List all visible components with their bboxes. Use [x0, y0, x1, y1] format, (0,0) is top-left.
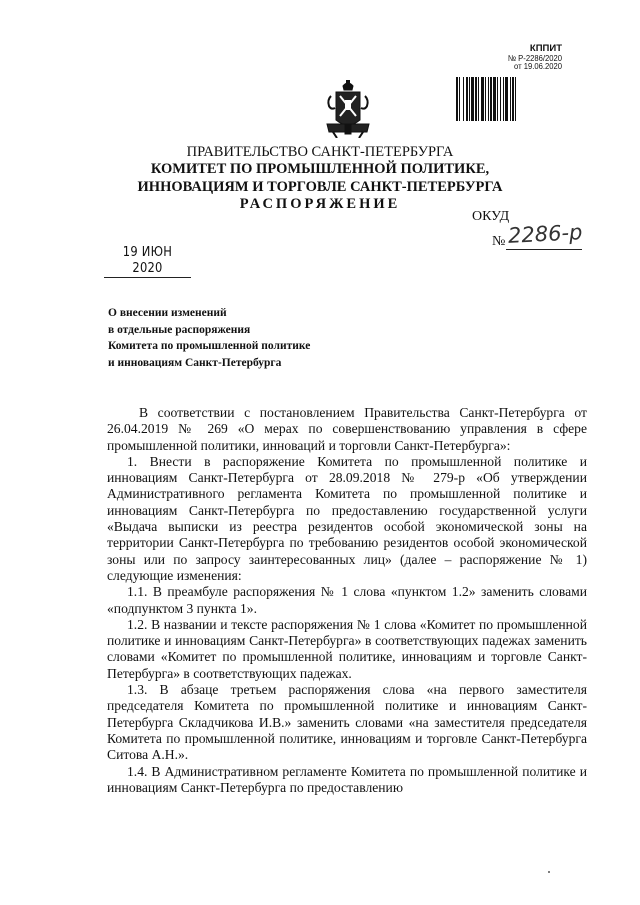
stamp-reg-number: № Р-2286/2020	[507, 52, 562, 63]
committee-title-line-2: ИННОВАЦИЯМ И ТОРГОВЛЕ САНКТ-ПЕТЕРБУРГА	[137, 179, 503, 195]
barcode-bar	[469, 77, 470, 121]
barcode-bar	[497, 77, 498, 121]
stamp-org: КППИТ	[529, 43, 562, 54]
subject-line: и инновациям Санкт-Петербурга	[108, 356, 282, 369]
document-date	[104, 244, 191, 278]
barcode-bar	[505, 77, 508, 121]
barcode-bar	[488, 77, 489, 121]
stamp-reg-date: от 19.06.2020	[513, 61, 562, 71]
barcode-bar	[456, 77, 458, 121]
barcode-bar	[490, 77, 492, 121]
barcode-bar	[500, 77, 501, 121]
barcode-bar	[512, 77, 514, 121]
government-title: ПРАВИТЕЛЬСТВО САНКТ-ПЕТЕРБУРГА	[186, 144, 454, 160]
subject-line: О внесении изменений	[108, 307, 227, 319]
barcode-bar	[475, 77, 477, 121]
barcode-bar	[471, 77, 474, 121]
date-stamp: 19 ИЮН 2020	[122, 244, 173, 276]
scan-speck	[548, 871, 550, 873]
date-underline	[104, 277, 191, 278]
document-body	[107, 405, 587, 796]
intro-paragraph: В соответствии с постановлением Правительства Санкт-Петербурга от 26.04.2019 № 269 «О мерах по совершенствованию управления в сфере промышленной политики, инноваций и торговли Санкт-Петербурга»:	[107, 405, 587, 453]
barcode	[456, 77, 532, 121]
document-type-title: РАСПОРЯЖЕНИЕ	[239, 196, 401, 212]
item-1-4-paragraph: 1.4. В Административном регламенте Комитета по промышленной политике и инновациям Санкт-Петербурга по предоставлению	[107, 763, 587, 795]
barcode-bar	[485, 77, 486, 121]
subject-block	[108, 305, 408, 371]
item-1-3-paragraph: 1.3. В абзаце третьем распоряжения слова «на первого заместителя председателя Комитета по промышленной политике и инновациям Санкт-Петербурга Складчикова И.В.» заменить словами «на заместителя председателя Комитета по промышленной политике, инновациям и торговле Санкт-Петербурга Ситова А.Н.».	[107, 682, 587, 763]
barcode-bar	[510, 77, 511, 121]
committee-title-line-1: КОМИТЕТ ПО ПРОМЫШЛЕННОЙ ПОЛИТИКЕ,	[150, 161, 490, 177]
item-1-2-paragraph: 1.2. В названии и тексте распоряжения № 1 слова «Комитет по промышленной политике и инновациям Санкт-Петербурга» в соответствующих падежах заменить словами «Комитет по промышленной политике, инновациям и торговле Санкт-Петербурга» в соответствующих падежах.	[107, 616, 587, 681]
barcode-bar	[481, 77, 484, 121]
document-number-handwritten: 2286-р	[507, 220, 583, 248]
barcode-bar	[466, 77, 468, 121]
subject-line: в отдельные распоряжения	[108, 323, 251, 336]
barcode-bar	[493, 77, 496, 121]
okud-label: ОКУД	[472, 209, 510, 224]
number-underline	[506, 249, 582, 250]
barcode-bar	[503, 77, 504, 121]
coat-of-arms-emblem	[323, 80, 373, 138]
item-1-1-paragraph: 1.1. В преамбуле распоряжения № 1 слова «пунктом 1.2» заменить словами «подпунктом 3 пункта 1».	[107, 584, 587, 616]
subject-line: Комитета по промышленной политике	[108, 340, 311, 352]
barcode-bar	[515, 77, 516, 121]
item-1-paragraph: 1. Внести в распоряжение Комитета по промышленной политике и инновациям Санкт-Петербурга от 28.09.2018 № 279-р «Об утверждении Административного регламента Комитета по промышленной политике и инновациям Санкт-Петербурга по предоставлению государственной услуги «Выдача выписки из реестра резидентов особой экономической зоны на территории Санкт-Петербурга по требованию резидентов особой экономической зоны или по запросу заинтересованных лиц» (далее – распоряжение № 1) следующие изменения:	[107, 453, 587, 583]
number-label: №	[492, 234, 506, 249]
barcode-bar	[463, 77, 464, 121]
registration-stamp	[482, 44, 562, 71]
barcode-bar	[459, 77, 460, 121]
barcode-bar	[478, 77, 479, 121]
